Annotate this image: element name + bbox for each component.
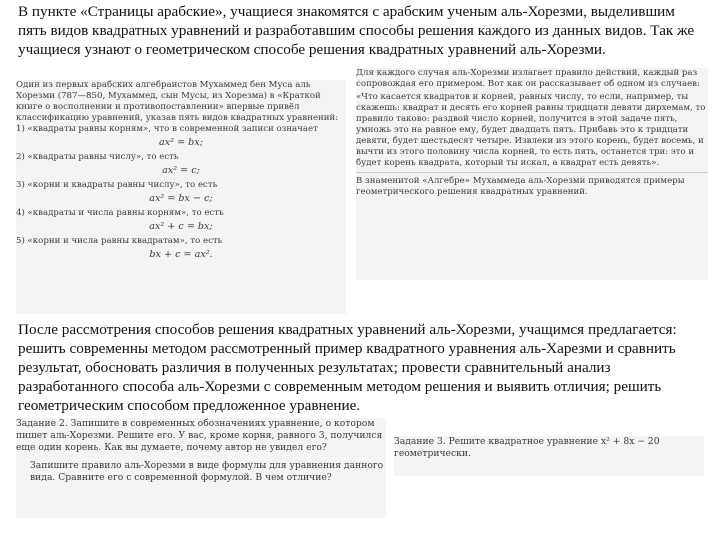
after-paragraph: После рассмотрения способов решения квадратных уравнений аль-Хорезми, учащимся предлагается: решить современны методом рассмотренный пример квадратного уравнения аль-Харезми и сравнить результат, обосновать различия в полученных результатах; провести сравнительный анализ разработанного способа аль-Хорезми с современным методом решения и выявить отличия; решить геометрическим способом предложенное уравнение. — [18, 321, 677, 414]
task-3-text: Задание 3. Решите квадратное уравнение x² + 8x − 20 геометрически. — [394, 436, 660, 459]
equation-type-5-formula: bx + c = ax². — [149, 249, 213, 260]
equation-type-1-label: 1) «квадраты равны корням», что в современной записи означает — [16, 124, 318, 134]
intro-paragraph: В пункте «Страницы арабские», учащиеся знакомятся с арабским ученым аль-Хорезми, выделившим пять видов квадратных уравнений и разработавшим способы решения каждого из данных видов. Так же учащиеся узнают о геометрическом способе решения квадратных уравнений аль-Хорезми. — [18, 3, 695, 58]
task-2-subtask: Запишите правило аль-Хорезми в виде формулы для уравнения данного вида. Сравните его с современной формулой. В чем отличие? — [30, 460, 384, 483]
divider — [356, 172, 708, 173]
equation-type-4-formula: ax² + c = bx; — [149, 221, 213, 232]
scan-right-footer: В знаменитой «Алгебре» Мухаммеда аль-Хорезми приводятся примеры геометрического решения квадратных уравнений. — [356, 176, 685, 197]
equation-type-2-label: 2) «квадраты равны числу», то есть — [16, 152, 179, 162]
scan-image-classification — [16, 80, 346, 314]
task-2-text: Задание 2. Запишите в современных обозначениях уравнение, о котором пишет аль-Хорезми. Решите его. У вас, кроме корня, равного 3, получился еще один корень. Как вы думаете, почему автор не увидел его? — [16, 418, 383, 453]
equation-type-1-formula: ax² = bx; — [159, 137, 203, 148]
scan-left-intro: Один из первых арабских алгебраистов Мухаммед бен Муса аль Хорезми (787—850, Мухаммед, сын Мусы, из Хорезма) в «Краткой книге о восполнении и противопоставлении» впервые привёл классификацию уравнений, указав пять видов квадратных уравнений: — [16, 80, 339, 123]
scan-right-quote: «Что касается квадратов и корней, равных числу, то если, например, ты скажешь: квадрат и десять его корней равны тридцати девяти дирхемам, то правило таково: раздвой число корней, получится в этой задаче пять, умножь это на равное ему, будет двадцать пять. Прибавь это к тридцати девяти, будет шестьдесят четыре. Извлеки из этого корень, будет восемь, и вычти из этого половину числа корней, то есть пять, останется три: это и будет корень квадрата, который ты искал, а квадрат есть девять». — [356, 92, 706, 168]
scan-right-intro: Для каждого случая аль-Хорезми излагает правило действий, каждый раз сопровождая его примером. Вот как он рассказывает об одном из случаев: — [356, 68, 700, 89]
equation-type-2-formula: ax² = c; — [162, 165, 200, 176]
equation-type-3-formula: ax² = bx − c; — [149, 193, 213, 204]
scan-image-task-2 — [16, 418, 386, 518]
equation-type-5-label: 5) «корни и числа равны квадратам», то есть — [16, 236, 223, 246]
equation-type-3-label: 3) «корни и квадраты равны числу», то есть — [16, 180, 218, 190]
scan-image-task-3 — [394, 436, 704, 476]
scan-image-rule-example — [356, 68, 708, 280]
equation-type-4-label: 4) «квадраты и числа равны корням», то есть — [16, 208, 224, 218]
